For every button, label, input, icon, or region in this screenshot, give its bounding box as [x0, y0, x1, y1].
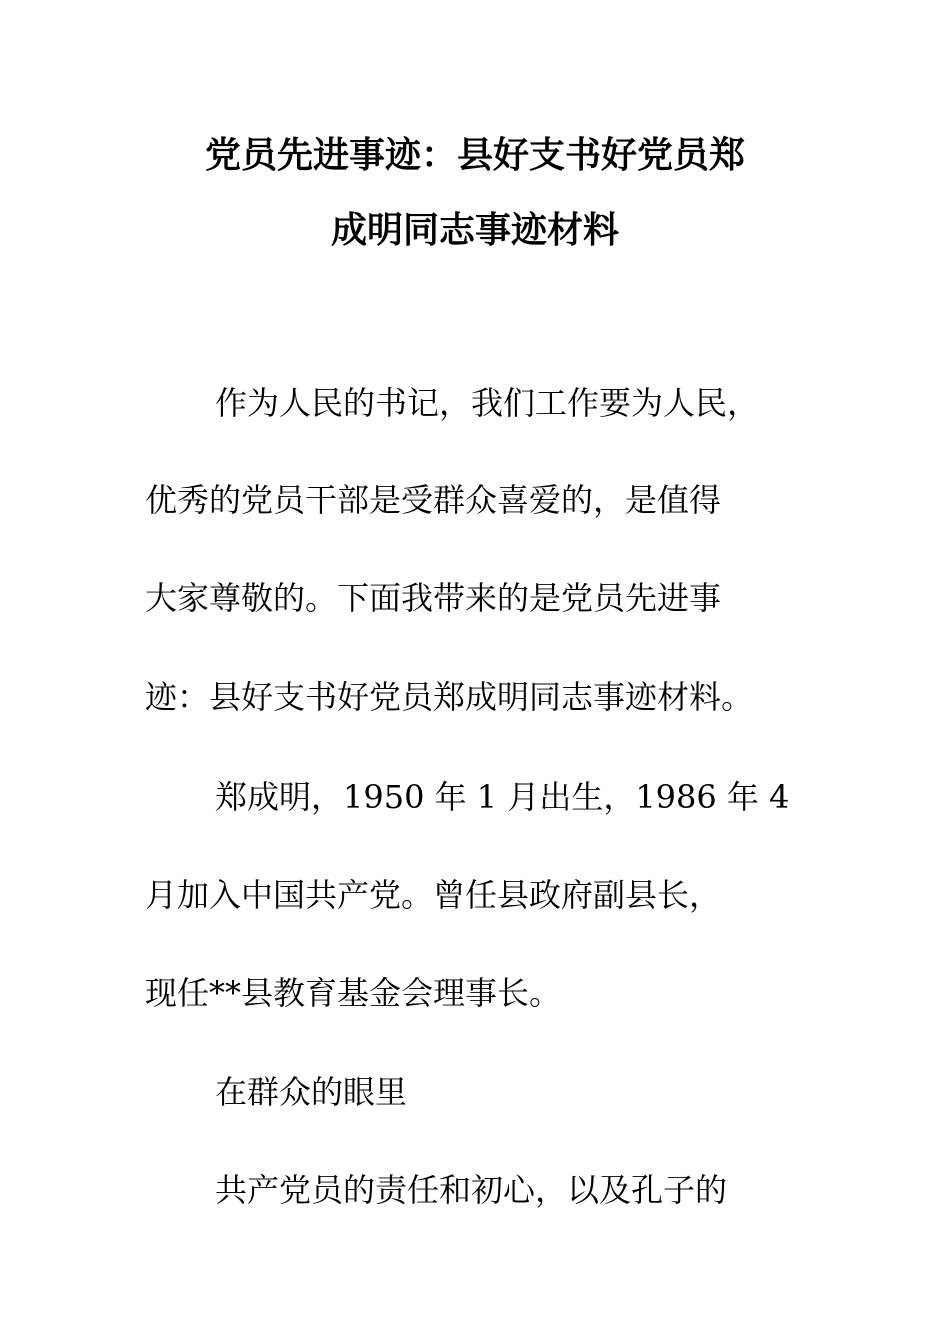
paragraph-line-7: 现任**县教育基金会理事长。 [145, 974, 562, 1012]
paragraph-line-1: 作为人民的书记，我们工作要为人民， [215, 384, 760, 422]
paragraph-line-5: 郑成明，1950 年 1 月出生，1986 年 4 [215, 778, 790, 816]
paragraph-line-4: 迹：县好支书好党员郑成明同志事迹材料。 [145, 678, 754, 716]
document-title-line-2: 成明同志事迹材料 [330, 209, 619, 251]
paragraph-line-6: 月加入中国共产党。曾任县政府副县长， [145, 876, 722, 914]
section-heading: 在群众的眼里 [215, 1073, 408, 1111]
paragraph-line-2: 优秀的党员干部是受群众喜爱的，是值得 [145, 481, 722, 519]
paragraph-line-9: 共产党员的责任和初心，以及孔子的 [215, 1171, 728, 1209]
document-title-line-1: 党员先进事迹：县好支书好党员郑 [204, 134, 745, 176]
paragraph-line-3: 大家尊敬的。下面我带来的是党员先进事 [145, 579, 722, 617]
